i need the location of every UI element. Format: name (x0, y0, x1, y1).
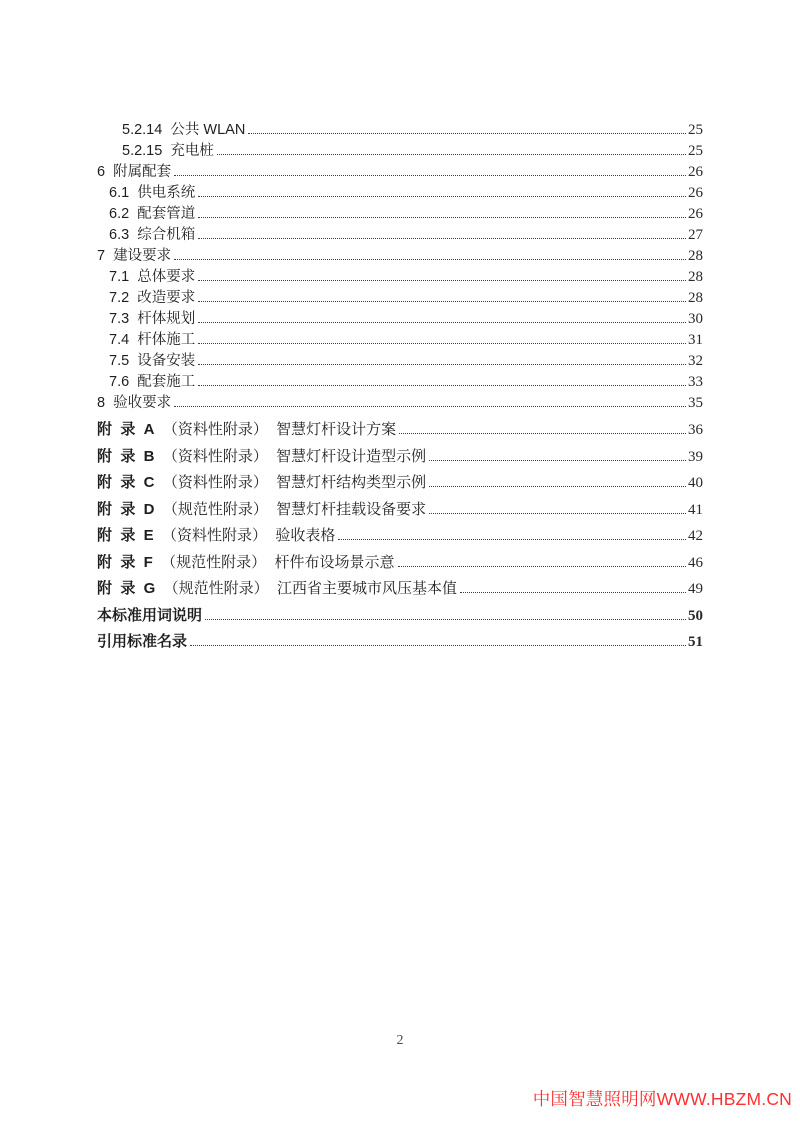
toc-entry-label (97, 470, 426, 497)
toc-entry-text: 6.2 配套管道 (109, 206, 196, 222)
toc-entry (97, 162, 703, 183)
toc-entry (97, 267, 703, 288)
toc-entry-label (109, 330, 195, 351)
watermark-site-link: 中国智慧照明网WWW.HBZM.CN (532, 1089, 792, 1109)
toc-entry (97, 470, 703, 497)
toc-entry-page: 39 (688, 448, 703, 465)
toc-entry-text: （规范性附录） 江西省主要城市风压基本值 (155, 580, 458, 597)
toc-entry-prefix: 附 录 B (97, 447, 155, 465)
toc-entry-prefix: 附 录 G (97, 580, 156, 597)
toc-entry-label (109, 372, 195, 393)
toc-entry-text: （资料性附录） 智慧灯杆设计造型示例 (154, 447, 427, 465)
toc-section-appendix (97, 417, 703, 603)
toc-entry (97, 523, 703, 550)
dotted-leader (198, 217, 686, 218)
toc-entry (97, 288, 703, 309)
dotted-leader (429, 513, 686, 514)
toc-entry (97, 225, 703, 246)
toc-entry-page: 25 (688, 143, 703, 159)
toc-entry-page: 26 (688, 185, 703, 201)
toc-entry-label (97, 393, 171, 414)
toc-entry (97, 372, 703, 393)
toc-entry-text: 6.1 供电系统 (109, 185, 196, 201)
page-number: 2 (396, 1033, 404, 1048)
dotted-leader (248, 133, 686, 134)
toc-entry-page: 28 (688, 248, 703, 264)
toc-entry-label (97, 417, 396, 444)
toc-entry-text: （资料性附录） 智慧灯杆设计方案 (154, 421, 397, 438)
toc-entry-text: 6.3 综合机箱 (109, 227, 196, 243)
toc-entry-label (97, 523, 335, 550)
toc-entry (97, 246, 703, 267)
dotted-leader (190, 645, 686, 646)
toc-entry (97, 309, 703, 330)
toc-entry-page: 42 (688, 528, 703, 544)
toc-entry-page: 36 (688, 422, 703, 438)
dotted-leader (429, 486, 686, 487)
dotted-leader (198, 238, 686, 239)
toc-entry-label (109, 288, 195, 309)
toc-entry (97, 393, 703, 414)
toc-entry-prefix: 附 录 C (97, 474, 155, 491)
toc-entry-label (97, 497, 426, 524)
toc-entry-label (97, 576, 457, 603)
toc-entry-page: 32 (688, 353, 703, 369)
toc-entry-text: 5.2.14 公共 WLAN (122, 122, 246, 138)
dotted-leader (198, 385, 686, 386)
toc-entry (97, 497, 703, 524)
toc-entry-page: 41 (688, 501, 703, 518)
toc-entry-text: 7.5 设备安装 (109, 353, 196, 369)
toc-entry-page: 33 (688, 374, 703, 390)
dotted-leader (198, 364, 686, 365)
dotted-leader (399, 433, 686, 434)
toc-entry-page: 49 (688, 581, 703, 597)
dotted-leader (198, 280, 686, 281)
toc-entry-text: 7.4 杆体施工 (109, 332, 196, 348)
dotted-leader (398, 566, 686, 567)
toc-entry (97, 550, 703, 577)
toc-entry (97, 603, 703, 629)
toc-entry (97, 629, 703, 655)
toc-entry (97, 120, 703, 141)
dotted-leader (205, 619, 686, 620)
toc-entry-label (97, 603, 202, 629)
toc-entry-page: 31 (688, 332, 703, 348)
toc-entry-label (122, 141, 214, 162)
toc-entry-prefix: 附 录 E (97, 527, 154, 544)
toc-entry-page: 25 (688, 122, 703, 138)
toc-entry-prefix: 附 录 A (97, 421, 155, 438)
toc-entry-label (97, 444, 426, 471)
toc-entry-text: （规范性附录） 智慧灯杆挂载设备要求 (154, 500, 427, 518)
dotted-leader (174, 406, 686, 407)
toc-entry-label (109, 183, 195, 204)
toc-entry-prefix: 附 录 D (97, 500, 155, 518)
toc-entry-label (97, 246, 171, 267)
table-of-contents (97, 120, 703, 655)
dotted-leader (217, 154, 686, 155)
toc-entry-text: 7.1 总体要求 (109, 269, 196, 285)
toc-entry-label (109, 267, 195, 288)
toc-entry-label (109, 309, 195, 330)
dotted-leader (460, 592, 686, 593)
toc-entry-label (97, 162, 171, 183)
toc-entry-page: 35 (688, 395, 703, 411)
toc-entry-text: 6 附属配套 (97, 164, 172, 180)
toc-section-tail (97, 603, 703, 655)
toc-entry (97, 183, 703, 204)
toc-entry-page: 28 (688, 290, 703, 306)
toc-entry-text: 7.6 配套施工 (109, 374, 196, 390)
toc-entry-label (97, 629, 187, 655)
dotted-leader (198, 301, 686, 302)
toc-entry-text: （资料性附录） 智慧灯杆结构类型示例 (154, 474, 427, 491)
toc-entry-page: 46 (688, 554, 703, 571)
toc-entry-text: 5.2.15 充电桩 (122, 143, 214, 159)
toc-entry-page: 28 (688, 269, 703, 285)
toc-entry-page: 30 (688, 311, 703, 327)
toc-entry-text: 7.2 改造要求 (109, 290, 196, 306)
toc-entry-text: 本标准用词说明 (97, 606, 203, 624)
toc-entry-label (109, 351, 195, 372)
toc-entry-text: 引用标准名录 (97, 632, 188, 650)
toc-entry-label (109, 225, 195, 246)
toc-entry-text: （资料性附录） 验收表格 (153, 527, 336, 544)
dotted-leader (338, 539, 686, 540)
toc-entry (97, 417, 703, 444)
dotted-leader (198, 343, 686, 344)
toc-entry-page: 26 (688, 206, 703, 222)
toc-entry-text: 7.3 杆体规划 (109, 311, 196, 327)
toc-entry (97, 576, 703, 603)
dotted-leader (429, 460, 686, 461)
toc-entry-label (97, 550, 395, 577)
toc-entry (97, 351, 703, 372)
toc-entry-page: 40 (688, 475, 703, 491)
dotted-leader (198, 196, 686, 197)
toc-entry-page: 27 (688, 227, 703, 243)
toc-entry-text: 8 验收要求 (97, 395, 172, 411)
dotted-leader (174, 259, 686, 260)
toc-entry (97, 444, 703, 471)
toc-entry-text: （规范性附录） 杆件布设场景示意 (152, 553, 395, 571)
toc-entry-text: 7 建设要求 (97, 248, 172, 264)
dotted-leader (198, 322, 686, 323)
toc-entry-page: 26 (688, 164, 703, 180)
toc-entry-page: 50 (688, 607, 703, 624)
toc-entry (97, 141, 703, 162)
toc-entry-prefix: 附 录 F (97, 553, 153, 571)
toc-entry (97, 330, 703, 351)
toc-entry-label (109, 204, 195, 225)
toc-entry-label (122, 120, 245, 141)
toc-entry (97, 204, 703, 225)
toc-entry-page: 51 (688, 633, 703, 650)
toc-section-main (97, 120, 703, 414)
dotted-leader (174, 175, 686, 176)
